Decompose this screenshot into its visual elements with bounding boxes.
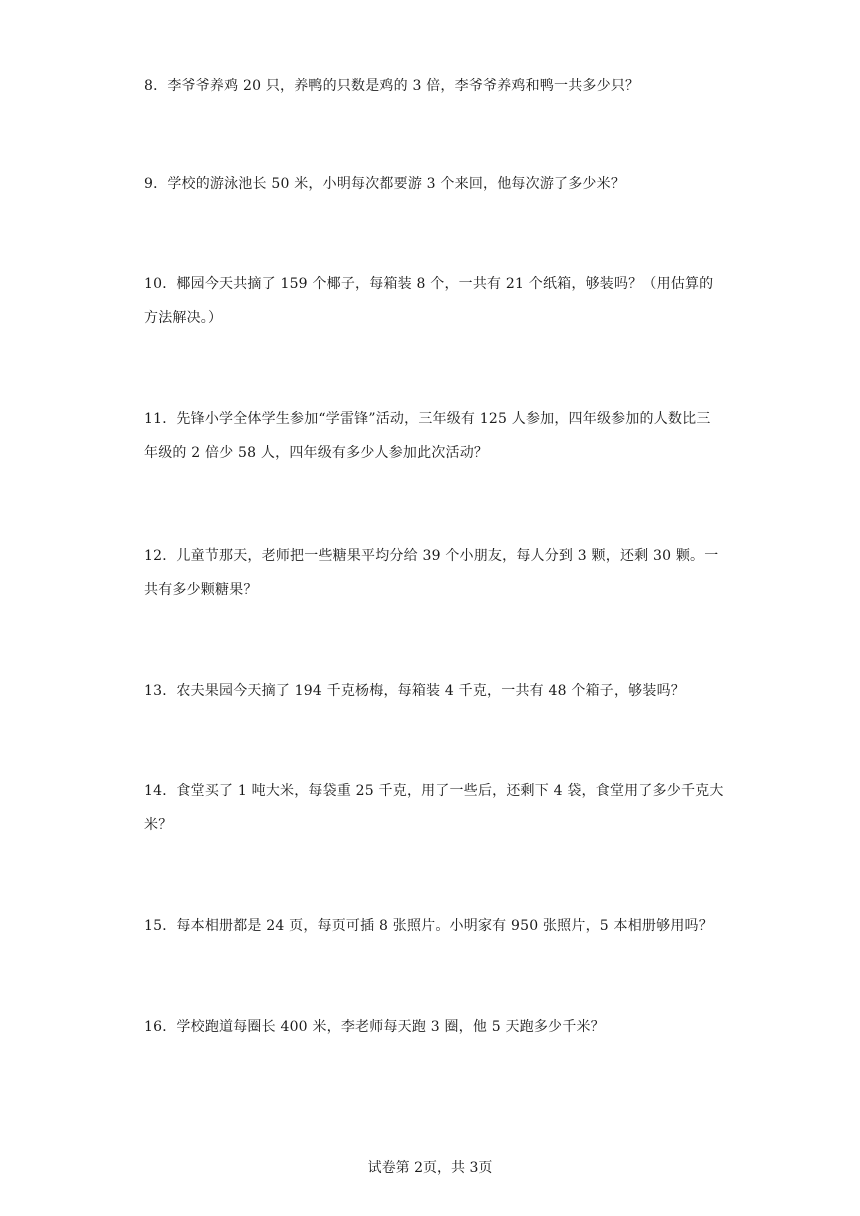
- question-text: 学校的游泳池长 50 米，小明每次都要游 3 个来回，他每次游了多少米？: [167, 176, 626, 192]
- question-text: 李爷爷养鸡 20 只，养鸭的只数是鸡的 3 倍，李爷爷养鸡和鸭一共多少只？: [167, 78, 640, 94]
- question-8: [144, 69, 724, 103]
- question-text: 儿童节那天，老师把一些糖果平均分给 39 个小朋友，每人分到 3 颗，还剩 30 颗。一共有多少颗糖果？: [144, 548, 719, 598]
- page-footer: 试卷第 2页，共 3页: [367, 1160, 493, 1176]
- question-text: 每本相册都是 24 页，每页可插 8 张照片。小明家有 950 张照片，5 本相册够用吗？: [176, 918, 713, 934]
- question-text: 先锋小学全体学生参加“学雷锋”活动，三年级有 125 人参加，四年级参加的人数比三年级的 2 倍少 58 人，四年级有多少人参加此次活动？: [144, 411, 711, 461]
- question-12: [144, 539, 724, 607]
- question-number: 14．: [144, 783, 177, 799]
- question-number: 12．: [144, 548, 177, 564]
- question-13: [144, 674, 724, 708]
- question-text: 食堂买了 1 吨大米，每袋重 25 千克，用了一些后，还剩下 4 袋，食堂用了多少千克大米？: [144, 783, 724, 833]
- question-number: 13．: [144, 683, 177, 699]
- question-text: 椰园今天共摘了 159 个椰子，每箱装 8 个，一共有 21 个纸箱，够装吗？（用估算的方法解决。）: [144, 276, 714, 326]
- question-9: [144, 167, 724, 201]
- question-text: 农夫果园今天摘了 194 千克杨梅，每箱装 4 千克，一共有 48 个箱子，够装吗？: [176, 683, 685, 699]
- question-text: 学校跑道每圈长 400 米，李老师每天跑 3 圈，他 5 天跑多少千米？: [176, 1019, 605, 1035]
- question-number: 15．: [144, 918, 177, 934]
- question-10: [144, 267, 724, 335]
- question-14: [144, 774, 724, 842]
- question-number: 11．: [144, 411, 177, 427]
- question-16: [144, 1010, 724, 1044]
- question-11: [144, 402, 724, 470]
- question-number: 10．: [144, 276, 177, 292]
- question-15: [144, 909, 724, 943]
- question-number: 16．: [144, 1019, 177, 1035]
- question-number: 8．: [144, 78, 168, 94]
- question-number: 9．: [144, 176, 168, 192]
